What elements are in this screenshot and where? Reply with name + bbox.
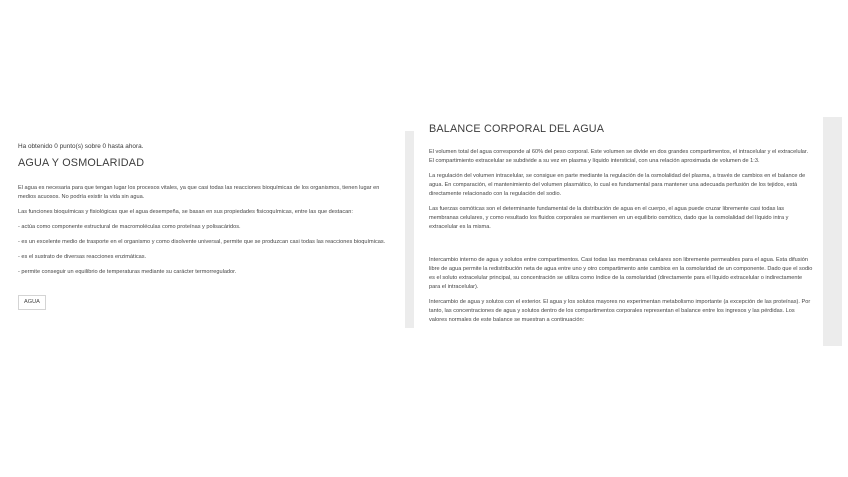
score-text: Ha obtenido 0 punto(s) sobre 0 hasta ahora. (18, 143, 144, 150)
right-content (429, 123, 814, 331)
list-item: - actúa como componente estructural de macromoléculas como proteínas y polisacáridos. (18, 224, 241, 230)
paragraph: Las funciones bioquímicas y fisiológicas que el agua desempeña, se basan en sus propiedades fisicoquímicas, entre las que destacan: (18, 209, 353, 215)
page-title-balance-corporal: BALANCE CORPORAL DEL AGUA (429, 123, 605, 135)
list-item: - es un excelente medio de trasporte en el organismo y como disolvente universal, permite que se produzcan casi todas las reacciones bioquímicas. (18, 239, 386, 245)
agua-button[interactable]: AGUA (18, 295, 46, 310)
page-title-agua-osmolaridad: AGUA Y OSMOLARIDAD (18, 157, 145, 169)
paragraph: El agua es necesaria para que tengan lugar los procesos vitales, ya que casi todas las reacciones bioquímicas de los organismos, tienen lugar en medios acuosos. No podría existir la vida sin agua. (18, 185, 380, 200)
list-item: - es el sustrato de diversas reacciones enzimáticas. (18, 254, 147, 260)
paragraph: Intercambio interno de agua y solutos entre compartimentos. Casi todas las membranas celulares son libremente permeables para el agua. Esta difusión libre de agua permite la redistribución neta de agua entre uno y otro compartimento ante cambios en la osmolaridad de un componente. Dado que el sodio es el soluto extracelular principal, su concentración se utiliza como índice de la osmolaridad (directamente para el líquido extracelular o indirectamente para el intracelular). (429, 257, 813, 290)
right-scrollbar[interactable] (823, 117, 842, 346)
list-item: - permite conseguir un equilibrio de temperaturas mediante su carácter termorregulador. (18, 269, 237, 275)
right-content-panel (419, 117, 842, 346)
left-scrollbar[interactable] (405, 131, 414, 328)
paragraph: Intercambio de agua y solutos con el exterior. El agua y los solutos mayores no experimentan metabolismo importante (a excepción de las proteínas). Por tanto, las concentraciones de agua y solutos dentro de los compartimentos corporales representan el balance entre los ingresos y las pérdidas. Los valores normales de este balance se muestran a continuación: (429, 299, 811, 323)
paragraph: Las fuerzas osmóticas son el determinante fundamental de la distribución de agua en el cuerpo, el agua puede cruzar libremente casi todas las membranas celulares, y como resultado los fluidos corporales se mantienen en un equilibrio osmótico, dado que la osmolalidad del líquido intra y extracelular es la misma. (429, 206, 789, 230)
left-content (18, 143, 398, 310)
paragraph: El volumen total del agua corresponde al 60% del peso corporal. Este volumen se divide en dos grandes compartimentos, el intracelular y el extracelular. El compartimiento extracelular se subdivide a su vez en plasma y líquido intersticial, con una relación aproximada de volumen de 1:3. (429, 149, 809, 164)
paragraph: La regulación del volumen intracelular, se consigue en parte mediante la regulación de la osmolalidad del plasma, a través de cambios en el balance de agua. En comparación, el mantenimiento del volumen plasmático, lo cual es fundamental para mantener una adecuada perfusión de los tejidos, está directamente relacionado con la regulación del sodio. (429, 173, 806, 197)
left-content-panel (0, 131, 414, 328)
spacer (429, 238, 814, 256)
